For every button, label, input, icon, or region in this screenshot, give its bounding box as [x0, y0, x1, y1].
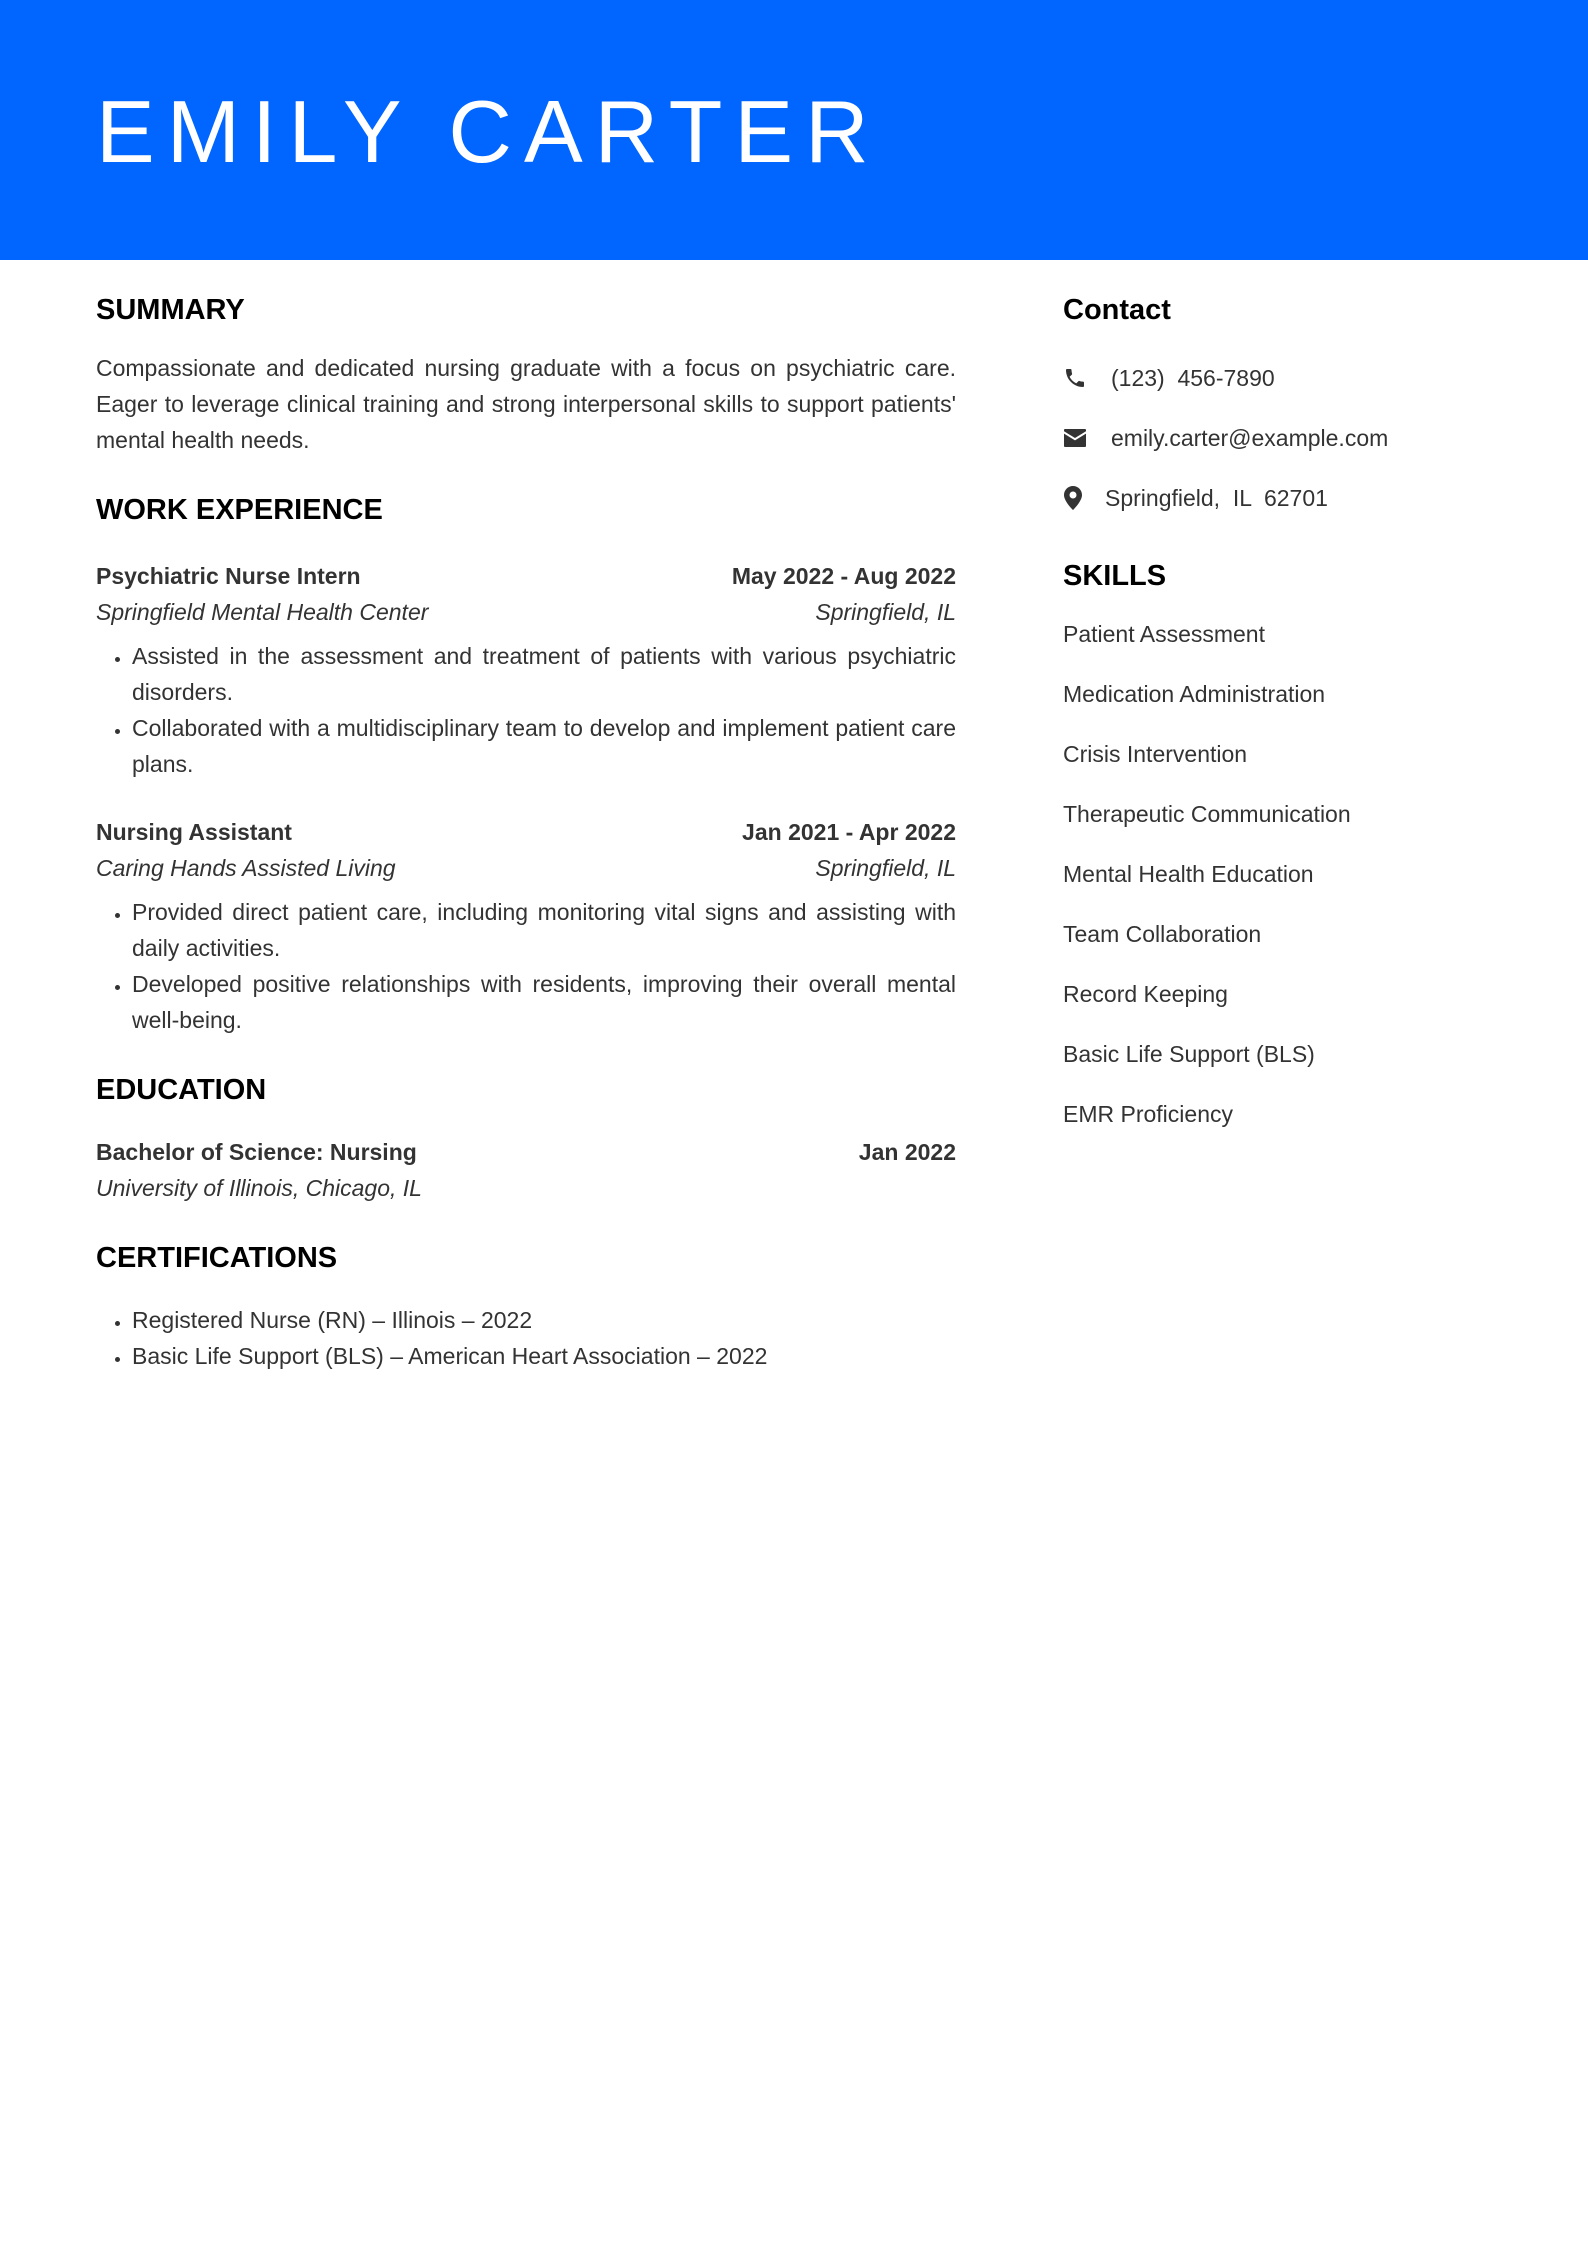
contact-email — [1063, 420, 1503, 456]
skills-list — [1063, 616, 1503, 1132]
skill-item: Crisis Intervention — [1063, 741, 1248, 767]
summary-title: SUMMARY — [96, 294, 245, 326]
job-location: Springfield, IL — [815, 599, 956, 625]
education-entry — [96, 1134, 956, 1206]
candidate-name: EMILY CARTER — [96, 82, 881, 181]
job-entry — [96, 558, 956, 782]
education-title: EDUCATION — [96, 1074, 267, 1106]
contact-phone — [1063, 360, 1503, 396]
skill-item: Mental Health Education — [1063, 861, 1314, 887]
contact-list — [1063, 360, 1503, 516]
certifications-title: CERTIFICATIONS — [96, 1242, 338, 1274]
job-bullet: • Provided direct patient care, including monitoring vital signs and assisting with daily activities. — [132, 894, 956, 966]
skill-item: Team Collaboration — [1063, 921, 1262, 947]
contact-email-text[interactable]: emily.carter@example.com — [1111, 425, 1389, 451]
certifications-list — [96, 1302, 956, 1374]
skill-item: Record Keeping — [1063, 981, 1228, 1007]
summary-text: Compassionate and dedicated nursing graduate with a focus on psychiatric care. Eager to leverage clinical training and strong interpersonal skills to support patients' mental health needs. — [96, 355, 956, 453]
main-column — [96, 290, 956, 1374]
job-bullet: • Collaborated with a multidisciplinary team to develop and implement patient care plans. — [132, 710, 956, 782]
sidebar-column — [1063, 290, 1503, 1156]
skill-item: EMR Proficiency — [1063, 1101, 1233, 1127]
skill-item: Patient Assessment — [1063, 621, 1265, 647]
degree: Bachelor of Science: Nursing — [96, 1139, 417, 1165]
skills-title: SKILLS — [1063, 560, 1167, 592]
contact-location-text: Springfield, IL 62701 — [1105, 485, 1328, 511]
certification-item: • Basic Life Support (BLS) – American Heart Association – 2022 — [132, 1338, 956, 1374]
contact-title: Contact — [1063, 294, 1171, 326]
job-role: Psychiatric Nurse Intern — [96, 563, 361, 589]
skill-item: Basic Life Support (BLS) — [1063, 1041, 1315, 1067]
contact-location — [1063, 480, 1503, 516]
job-bullets — [96, 638, 956, 782]
skill-item: Therapeutic Communication — [1063, 801, 1351, 827]
education-date: Jan 2022 — [858, 1139, 956, 1165]
job-bullet: • Developed positive relationships with residents, improving their overall mental well-being. — [132, 966, 956, 1038]
phone-icon — [1063, 366, 1087, 390]
job-dates: May 2022 - Aug 2022 — [731, 563, 956, 589]
job-role: Nursing Assistant — [96, 819, 292, 845]
contact-phone-text: (123) 456-7890 — [1111, 365, 1275, 391]
job-bullet: • Assisted in the assessment and treatment of patients with various psychiatric disorders. — [132, 638, 956, 710]
job-org: Caring Hands Assisted Living — [96, 855, 396, 881]
envelope-icon — [1063, 426, 1087, 450]
job-location: Springfield, IL — [815, 855, 956, 881]
job-dates: Jan 2021 - Apr 2022 — [742, 819, 956, 845]
skill-item: Medication Administration — [1063, 681, 1326, 707]
map-pin-icon — [1063, 486, 1083, 510]
job-org: Springfield Mental Health Center — [96, 599, 429, 625]
job-bullets — [96, 894, 956, 1038]
school: University of Illinois, Chicago, IL — [96, 1175, 422, 1201]
header-banner — [0, 0, 1588, 260]
certification-item: • Registered Nurse (RN) – Illinois – 2022 — [132, 1302, 956, 1338]
work-experience-title: WORK EXPERIENCE — [96, 494, 383, 526]
job-entry — [96, 814, 956, 1038]
